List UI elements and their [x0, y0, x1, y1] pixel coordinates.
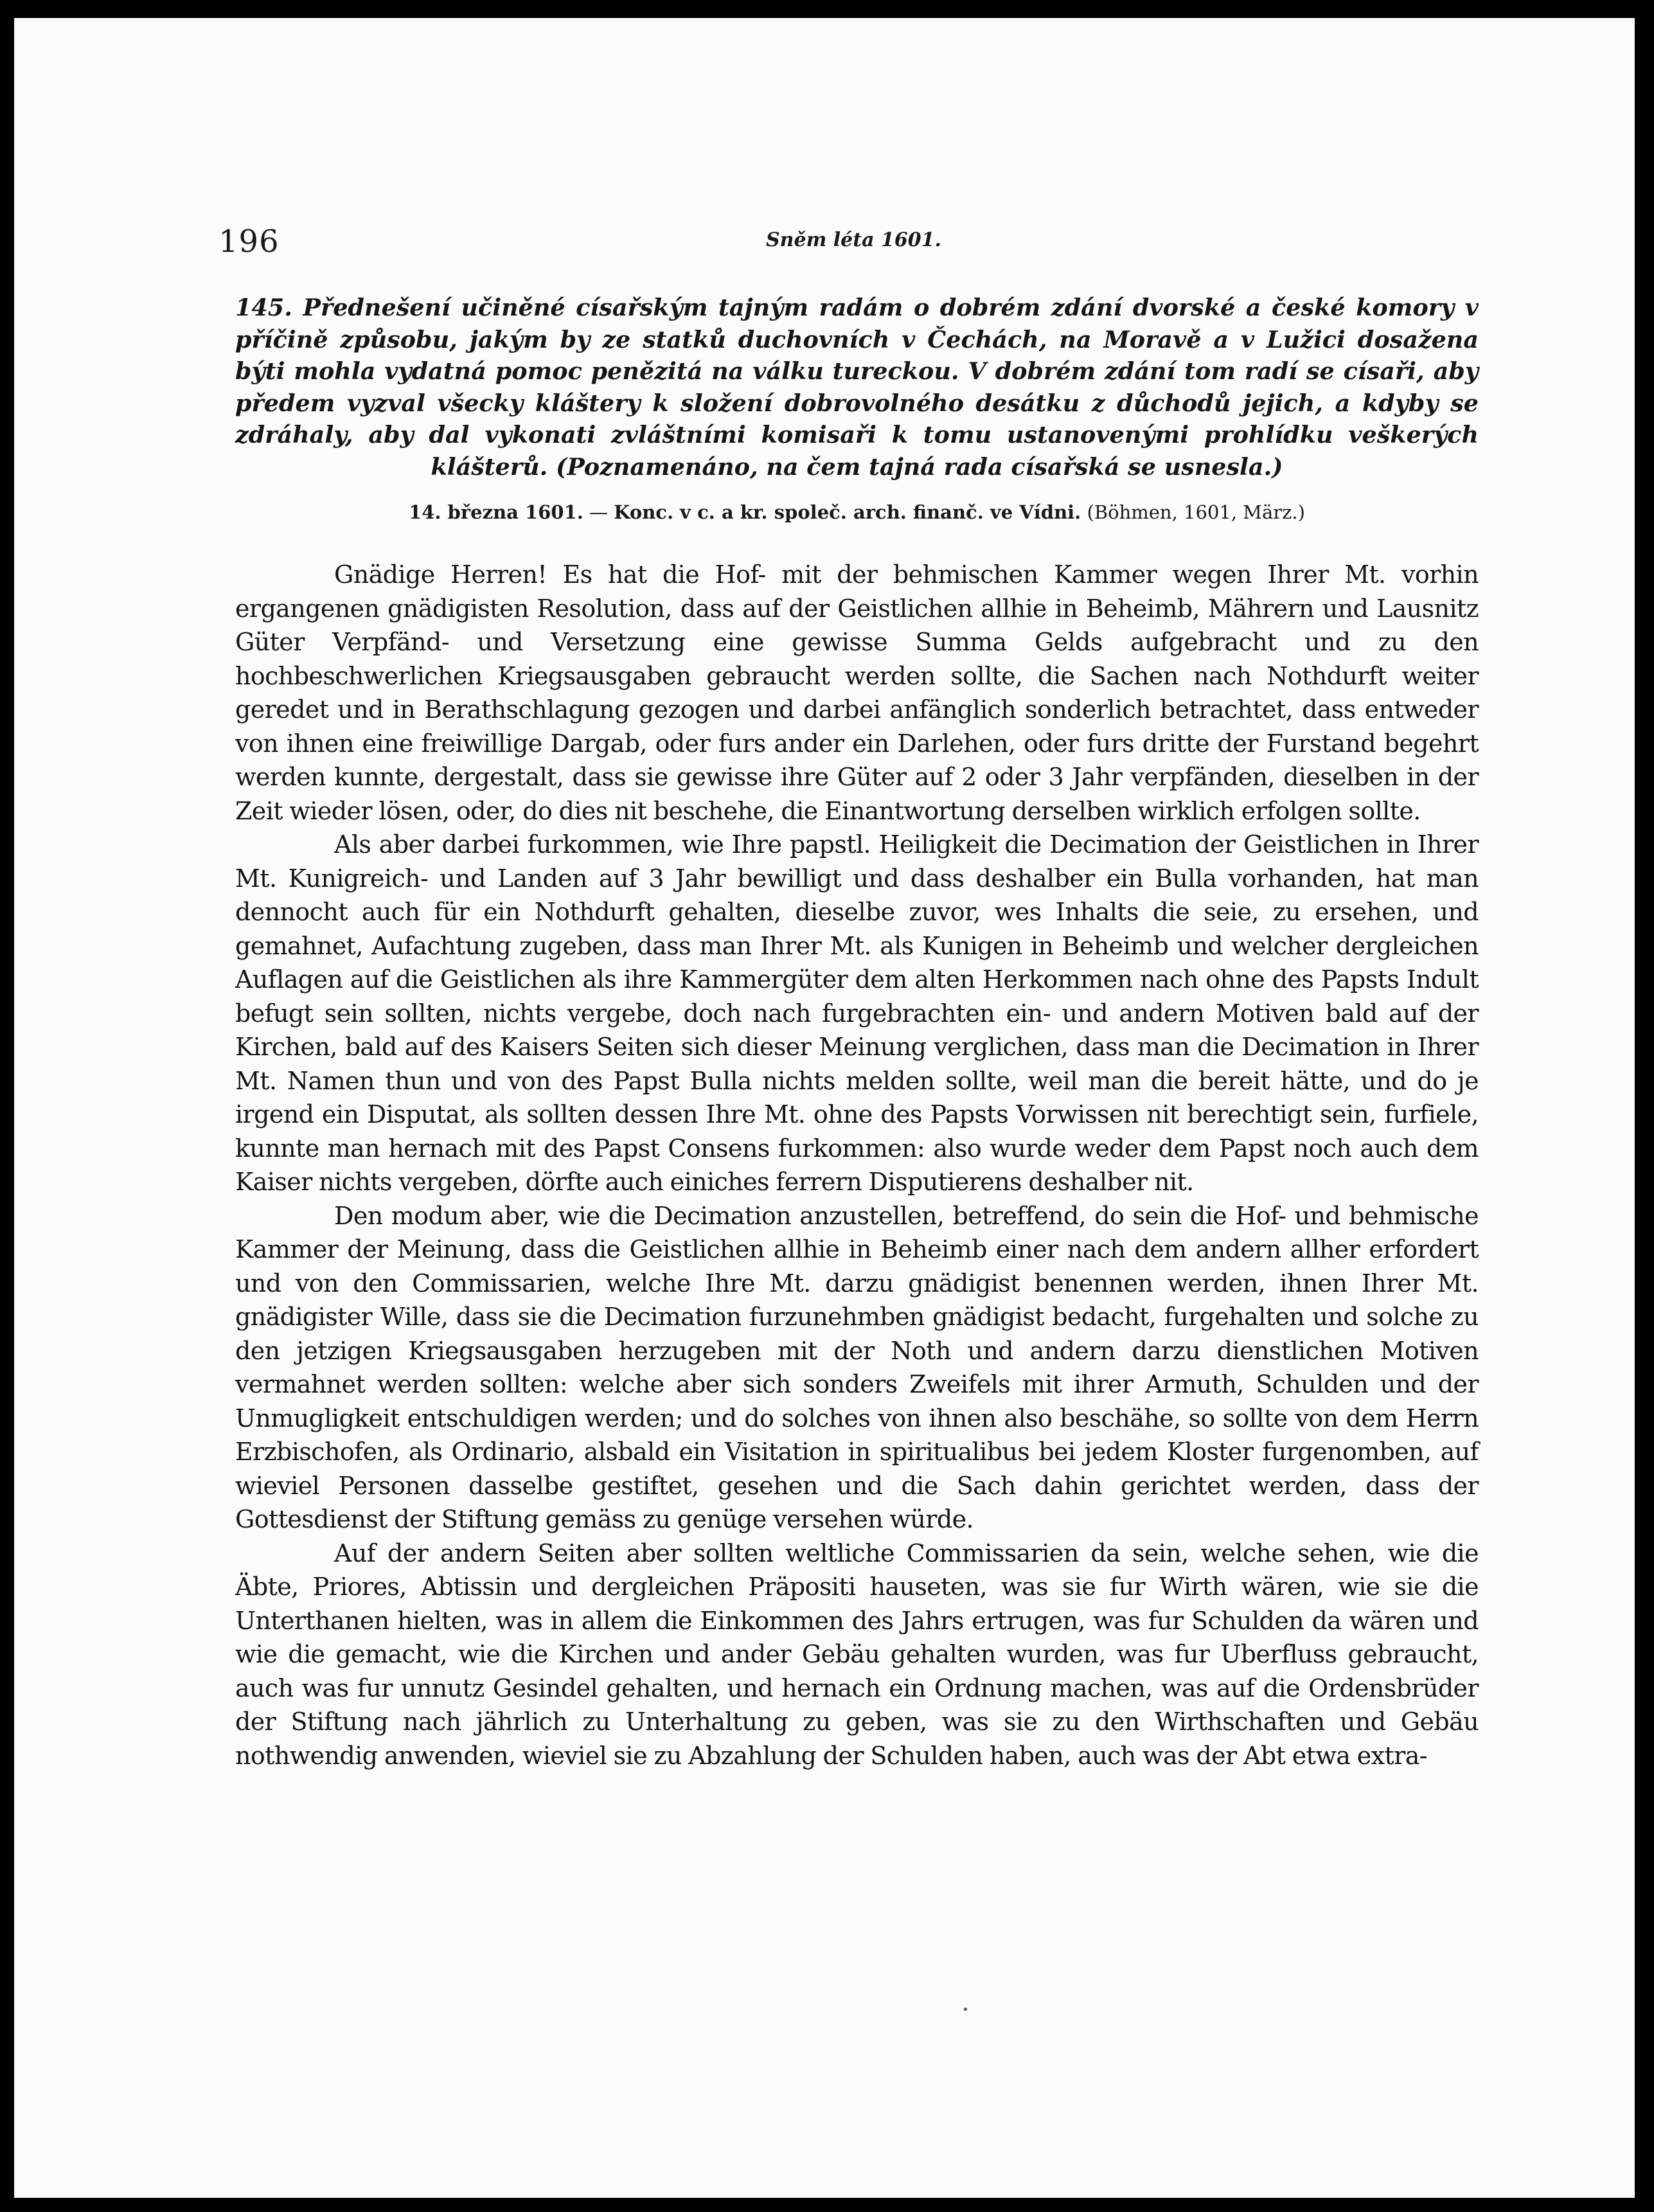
scan-speck — [964, 2008, 967, 2011]
document-number: 145. — [235, 294, 292, 321]
document-heading — [235, 292, 1479, 483]
paragraph-3: Den modum aber, wie die Decimation anzustellen, betreffend, do sein die Hof- und behmische Kammer der Meinung, dass die Geistlichen allhie in Beheimb einer nach dem andern allher erfordert und von den Commissarien, welche Ihre Mt. darzu gnädigist benennen werden, ihnen Ihrer Mt. gnädigister Wille, dass sie die Decimation furzunehmben gnädigist bedacht, furgehalten und solche zu den jetzigen Kriegsausgaben herzugeben mit der Noth und andern darzu dienstlichen Motiven vermahnet werden sollten: welche aber sich sonders Zweifels mit ihrer Armuth, Schulden und der Unmugligkeit entschuldigen werden; und do solches von ihnen also beschähe, so sollte von dem Herrn Erzbischofen, als Ordinario, alsbald ein Visitation in spiritualibus bei jedem Kloster furgenomben, auf wieviel Personen dasselbe gestiftet, gesehen und die Sach dahin gerichtet werden, dass der Gottesdienst der Stiftung gemäss zu genüge versehen würde. — [235, 1201, 1479, 1533]
scanned-page — [14, 18, 1635, 2198]
paragraph-4: Auf der andern Seiten aber sollten weltliche Commissarien da sein, welche sehen, wie die Äbte, Priores, Abtissin und dergleichen Präpositi hauseten, was sie fur Wirth wären, wie sie die Unterthanen hielten, was in allem die Einkommen des Jahrs ertrugen, was fur Schulden da wären und wie die gemacht, wie die Kirchen und ander Gebäu gehalten wurden, was fur Uberfluss gebraucht, auch was fur unnutz Gesindel gehalten, und hernach ein Ordnung machen, was auf die Ordensbrüder der Stiftung nach jährlich zu Unterhaltung zu geben, was sie zu den Wirthschaften und Gebäu nothwendig anwenden, wieviel sie zu Abzahlung der Schulden haben, auch was der Abt etwa extra- — [235, 1539, 1479, 1770]
source-date: 14. března 1601. — [409, 501, 583, 523]
paragraph-1: Gnädige Herren! Es hat die Hof- mit der behmischen Kammer wegen Ihrer Mt. vorhin ergangenen gnädigisten Resolution, dass auf der Geistlichen allhie in Beheimb, Mährern und Lausnitz Güter Verpfänd- und Versetzung eine gewisse Summa Gelds aufgebracht und zu den hochbeschwerlichen Kriegsausgaben gebraucht werden sollte, die Sachen nach Nothdurft weiter geredet und in Berathschlagung gezogen und darbei anfänglich sonderlich betrachtet, dass entweder von ihnen eine freiwillige Dargab, oder furs ander ein Darlehen, oder furs dritte der Furstand begehrt werden kunnte, dergestalt, dass sie gewisse ihre Güter auf 2 oder 3 Jahr verpfänden, dieselben in der Zeit wieder lösen, oder, do dies nit beschehe, die Einantwortung derselben wirklich erfolgen sollte. — [235, 560, 1479, 825]
source-dash: — — [589, 501, 609, 523]
document-summary: Přednešení učiněné císařským tajným radám o dobrém zdání dvorské a české komory v příčině způsobu, jakým by ze statků duchovních v Čechách, na Moravě a v Lužici dosažena býti mohla vydatná pomoc penězitá na válku tureckou. V dobrém zdání tom radí se císaři, aby předem vyzval všecky kláštery k složení dobrovolného desátku z důchodů jejich, a kdyby se zdráhaly, aby dal vykonati zvláštními komisaři k tomu ustanovenými prohlídku veškerých klášterů. (Poznamenáno, na čem tajná rada císařská se usnesla.) — [235, 294, 1479, 481]
running-head: Sněm léta 1601. — [766, 229, 941, 251]
paragraph-2: Als aber darbei furkommen, wie Ihre papstl. Heiligkeit die Decimation der Geistlichen in Ihrer Mt. Kunigreich- und Landen auf 3 Jahr bewilligt und dass deshalber ein Bulla vorhanden, hat man dennocht auch für ein Nothdurft gehalten, dieselbe zuvor, wes Inhalts die seie, zu ersehen, und gemahnet, Aufachtung zugeben, dass man Ihrer Mt. als Kunigen in Beheimb und welcher dergleichen Auflagen auf die Geistlichen als ihre Kammergüter dem alten Herkommen nach ohne des Papsts Indult befugt sein sollten, nichts vergebe, doch nach furgebrachten ein- und andern Motiven bald auf der Kirchen, bald auf des Kaisers Seiten sich dieser Meinung verglichen, dass man die Decimation in Ihrer Mt. Namen thun und von des Papst Bulla nichts melden sollte, weil man die bereit hätte, und do je irgend ein Disputat, als sollten dessen Ihre Mt. ohne des Papsts Vorwissen nit berechtigt sein, furfiele, kunnte man hernach mit des Papst Consens furkommen: also wurde weder dem Papst noch auch dem Kaiser nichts vergeben, dörfte auch einiches ferrern Disputierens deshalber nit. — [235, 830, 1479, 1196]
source-note: (Böhmen, 1601, März.) — [1087, 501, 1305, 523]
source-line — [235, 501, 1479, 523]
page-number: 196 — [218, 224, 280, 260]
body-text — [235, 558, 1479, 1772]
source-archive: Konc. v c. a kr. společ. arch. finanč. ve Vídni. — [614, 501, 1081, 523]
